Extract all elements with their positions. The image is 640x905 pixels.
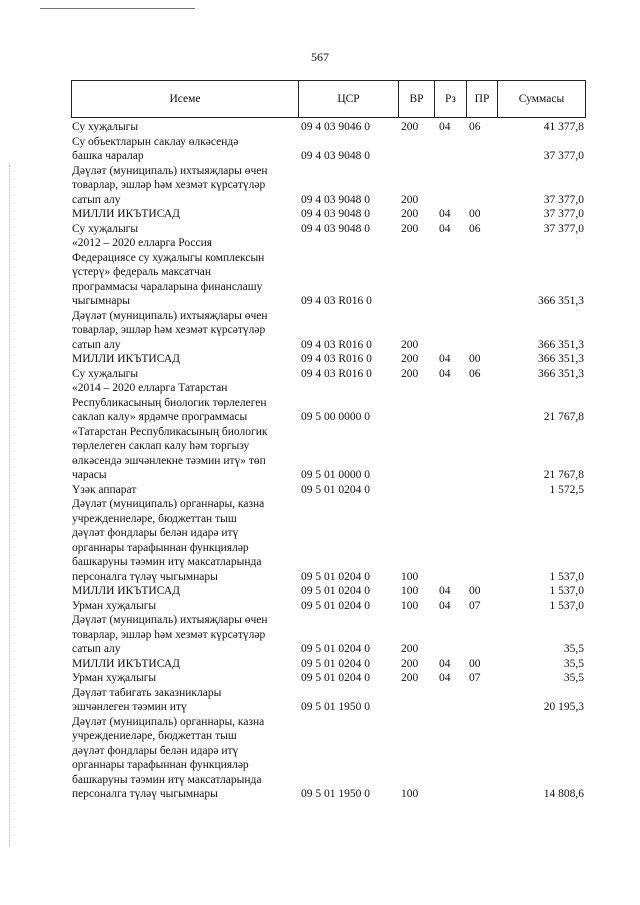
- row-sum: 366 351,3: [538, 353, 584, 365]
- row-name: [72, 657, 297, 672]
- row-sum: 21 767,8: [543, 411, 584, 423]
- row-csr: 09 4 03 R016 0: [301, 353, 372, 365]
- table-row: [72, 671, 586, 686]
- page-number: 567: [311, 50, 329, 64]
- row-name: [72, 584, 297, 599]
- row-sum: 366 351,3: [538, 295, 584, 307]
- row-csr: 09 4 03 9048 0: [301, 208, 370, 220]
- row-name-line: Үзәк аппарат: [72, 483, 137, 496]
- row-csr: 09 4 03 9048 0: [301, 193, 370, 206]
- row-vr: 200: [401, 672, 419, 684]
- header-csr: ЦСР: [298, 81, 398, 117]
- row-name: [72, 671, 297, 686]
- row-csr: 09 5 01 1950 0: [301, 788, 370, 800]
- row-sum: 37 377,0: [543, 193, 584, 206]
- row-name-line: чарасы: [72, 469, 107, 481]
- row-csr: 09 4 03 R016 0: [301, 295, 372, 307]
- row-name-line: программасы чараларына финанслашу: [72, 280, 263, 293]
- row-vr: 100: [401, 585, 419, 597]
- row-pr: 00: [469, 353, 481, 365]
- row-vr: 100: [401, 570, 419, 583]
- row-sum: 1 537,0: [549, 599, 584, 612]
- row-csr: 09 5 01 0204 0: [301, 570, 370, 583]
- row-rz: 04: [439, 121, 451, 133]
- row-name-line: «2012 – 2020 елларга Россия: [72, 237, 213, 249]
- row-name-line: Урман хуҗалыгы: [72, 599, 157, 612]
- row-sum: 1 572,5: [549, 483, 584, 496]
- table-row: [72, 135, 586, 164]
- row-name: [72, 367, 297, 382]
- row-pr: 06: [469, 222, 481, 235]
- row-csr: 09 4 03 9048 0: [301, 222, 370, 235]
- row-name-line: товарлар, эшләр һәм хезмәт күрсәтүләр: [72, 628, 266, 641]
- row-vr: 200: [401, 222, 419, 235]
- row-name-line: башка чаралар: [72, 150, 144, 162]
- row-name-line: үстерү» федераль максатчан: [72, 266, 212, 278]
- row-csr: 09 4 03 R016 0: [301, 338, 372, 351]
- table-row: [72, 207, 586, 222]
- table-row: [72, 613, 586, 657]
- row-name-line: Республикасының биологик төрлелеген: [72, 396, 267, 409]
- row-name-line: «Татарстан Республикасының биологик: [72, 425, 268, 438]
- row-name: [72, 425, 297, 483]
- header-sum: Суммасы: [497, 81, 585, 117]
- table-row: [72, 497, 586, 584]
- row-vr: 200: [401, 193, 419, 206]
- row-name: [72, 352, 297, 367]
- row-name-line: Дәүләт табигать заказниклары: [72, 686, 222, 699]
- row-rz: 04: [439, 222, 451, 235]
- row-name: [72, 207, 297, 222]
- row-name-line: өлкәсендә эшчәнлекне тәэмин итү» төп: [72, 454, 266, 467]
- row-rz: 04: [439, 367, 451, 380]
- table-row: [72, 236, 586, 309]
- row-pr: 06: [469, 367, 481, 380]
- header-pr: ПР: [466, 81, 497, 117]
- table-row: [72, 222, 586, 237]
- table-body: [72, 120, 586, 802]
- row-name-line: сатып алу: [72, 338, 121, 351]
- row-name-line: Федерациясе су хуҗалыгы комплексын: [72, 251, 265, 264]
- row-name: [72, 497, 297, 584]
- row-name-line: МИЛЛИ ИКЪТИСАД: [72, 657, 180, 670]
- row-csr: 09 5 01 0204 0: [301, 672, 370, 684]
- row-name-line: төрлелеген саклап калу һәм торгызу: [72, 440, 250, 452]
- row-name-line: товарлар, эшләр һәм хезмәт күрсәтүләр: [72, 179, 266, 191]
- row-name-line: Дәүләт (муниципаль) ихтыяҗлары өчен: [72, 614, 268, 626]
- row-name: [72, 309, 297, 353]
- row-pr: 00: [469, 585, 481, 597]
- table-row: [72, 686, 586, 715]
- row-sum: 37 377,0: [543, 150, 584, 162]
- header-name: Исеме: [169, 93, 201, 105]
- row-name: [72, 483, 297, 498]
- row-name: [72, 135, 297, 164]
- row-sum: 1 537,0: [549, 585, 584, 597]
- table-row: [72, 352, 586, 367]
- row-sum: 1 537,0: [549, 570, 584, 583]
- row-name-line: Су объектларын саклау өлкәсендә: [72, 135, 239, 148]
- row-name-line: товарлар, эшләр һәм хезмәт күрсәтүләр: [72, 324, 266, 336]
- row-csr: 09 5 00 0000 0: [301, 411, 370, 423]
- row-vr: 200: [401, 121, 419, 133]
- row-name-line: Су хуҗалыгы: [72, 121, 139, 133]
- row-vr: 200: [401, 657, 419, 670]
- row-vr: 200: [401, 643, 419, 655]
- table-row: [72, 599, 586, 614]
- row-name-line: башкаруны тәэмин итү максатларында: [72, 556, 262, 568]
- row-name-line: органнары тарафыннан функцияләр: [72, 541, 249, 554]
- row-sum: 35,5: [563, 657, 584, 670]
- row-sum: 366 351,3: [538, 338, 584, 351]
- row-name-line: башкаруны тәэмин итү максатларында: [72, 773, 262, 786]
- row-name-line: сатып алу: [72, 643, 121, 655]
- row-name-line: сатып алу: [72, 193, 121, 206]
- row-name-line: Урман хуҗалыгы: [72, 672, 157, 684]
- row-rz: 04: [439, 208, 451, 220]
- row-rz: 04: [439, 353, 451, 365]
- row-vr: 200: [401, 338, 419, 351]
- header-rz: Рз: [434, 81, 466, 117]
- row-sum: 20 195,3: [543, 701, 584, 713]
- row-csr: 09 5 01 0204 0: [301, 483, 370, 496]
- row-name-line: МИЛЛИ ИКЪТИСАД: [72, 585, 180, 597]
- row-pr: 00: [469, 208, 481, 220]
- row-csr: 09 4 03 R016 0: [301, 367, 372, 380]
- row-name-line: Дәүләт (муниципаль) ихтыяҗлары өчен: [72, 164, 268, 177]
- row-rz: 04: [439, 657, 451, 670]
- row-rz: 04: [439, 585, 451, 597]
- row-rz: 04: [439, 672, 451, 684]
- table-row: [72, 309, 586, 353]
- row-name: [72, 381, 297, 425]
- row-name: [72, 222, 297, 237]
- row-name-line: дәүләт фондлары белән идарә итү: [72, 744, 239, 757]
- table-row: [72, 164, 586, 208]
- row-sum: 35,5: [563, 672, 584, 684]
- row-name-line: персоналга түләү чыгымнары: [72, 570, 218, 583]
- row-name-line: МИЛЛИ ИКЪТИСАД: [72, 353, 180, 365]
- row-pr: 07: [469, 599, 481, 612]
- header-vr: ВР: [398, 81, 434, 117]
- row-name-line: Су хуҗалыгы: [72, 367, 139, 380]
- row-pr: 06: [469, 121, 481, 133]
- scan-margin-dots: [9, 165, 11, 845]
- row-vr: 100: [401, 788, 419, 800]
- scan-artifact-line: [40, 8, 195, 9]
- row-name-line: дәүләт фондлары белән идарә итү: [72, 527, 239, 539]
- row-name: [72, 686, 297, 715]
- row-name-line: учреждениеләре, бюджеттан тыш: [72, 730, 237, 742]
- row-csr: 09 5 01 0204 0: [301, 599, 370, 612]
- row-name: [72, 120, 297, 135]
- row-csr: 09 5 01 0204 0: [301, 643, 370, 655]
- row-sum: 366 351,3: [538, 367, 584, 380]
- row-csr: 09 4 03 9046 0: [301, 121, 370, 133]
- row-name-line: Су хуҗалыгы: [72, 222, 139, 235]
- table-row: [72, 120, 586, 135]
- row-sum: 41 377,8: [543, 121, 584, 133]
- row-name: [72, 236, 297, 309]
- row-vr: 200: [401, 367, 419, 380]
- row-vr: 200: [401, 353, 419, 365]
- table-row: [72, 367, 586, 382]
- row-sum: 35,5: [563, 643, 584, 655]
- row-vr: 200: [401, 208, 419, 220]
- row-name-line: чыгымнары: [72, 295, 130, 307]
- row-pr: 00: [469, 657, 481, 670]
- row-sum: 37 377,0: [543, 208, 584, 220]
- table-row: [72, 657, 586, 672]
- row-name-line: Дәүләт (муниципаль) органнары, казна: [72, 715, 265, 728]
- table-header: [71, 80, 586, 118]
- row-name-line: Дәүләт (муниципаль) ихтыяҗлары өчен: [72, 309, 268, 322]
- row-csr: 09 5 01 0000 0: [301, 469, 370, 481]
- row-name-line: Дәүләт (муниципаль) органнары, казна: [72, 498, 265, 510]
- table-row: [72, 381, 586, 425]
- row-name-line: органнары тарафыннан функцияләр: [72, 759, 249, 771]
- row-csr: 09 5 01 0204 0: [301, 585, 370, 597]
- row-csr: 09 4 03 9048 0: [301, 150, 370, 162]
- table-row: [72, 715, 586, 802]
- row-sum: 37 377,0: [543, 222, 584, 235]
- row-csr: 09 5 01 1950 0: [301, 701, 370, 713]
- table-row: [72, 584, 586, 599]
- row-name: [72, 164, 297, 208]
- table-row: [72, 483, 586, 498]
- row-sum: 21 767,8: [543, 469, 584, 481]
- row-name-line: МИЛЛИ ИКЪТИСАД: [72, 208, 180, 220]
- table-row: [72, 425, 586, 483]
- row-csr: 09 5 01 0204 0: [301, 657, 370, 670]
- row-name-line: учреждениеләре, бюджеттан тыш: [72, 512, 237, 525]
- row-name: [72, 613, 297, 657]
- row-name: [72, 715, 297, 802]
- row-sum: 14 808,6: [543, 788, 584, 800]
- row-name-line: «2014 – 2020 елларга Татарстан: [72, 382, 228, 394]
- row-rz: 04: [439, 599, 451, 612]
- row-name-line: эшчәнлеген тәэмин итү: [72, 701, 187, 713]
- row-pr: 07: [469, 672, 481, 684]
- row-name-line: персоналга түләү чыгымнары: [72, 788, 218, 800]
- row-vr: 100: [401, 599, 419, 612]
- row-name: [72, 599, 297, 614]
- row-name-line: саклап калу» ярдәмче программасы: [72, 411, 248, 423]
